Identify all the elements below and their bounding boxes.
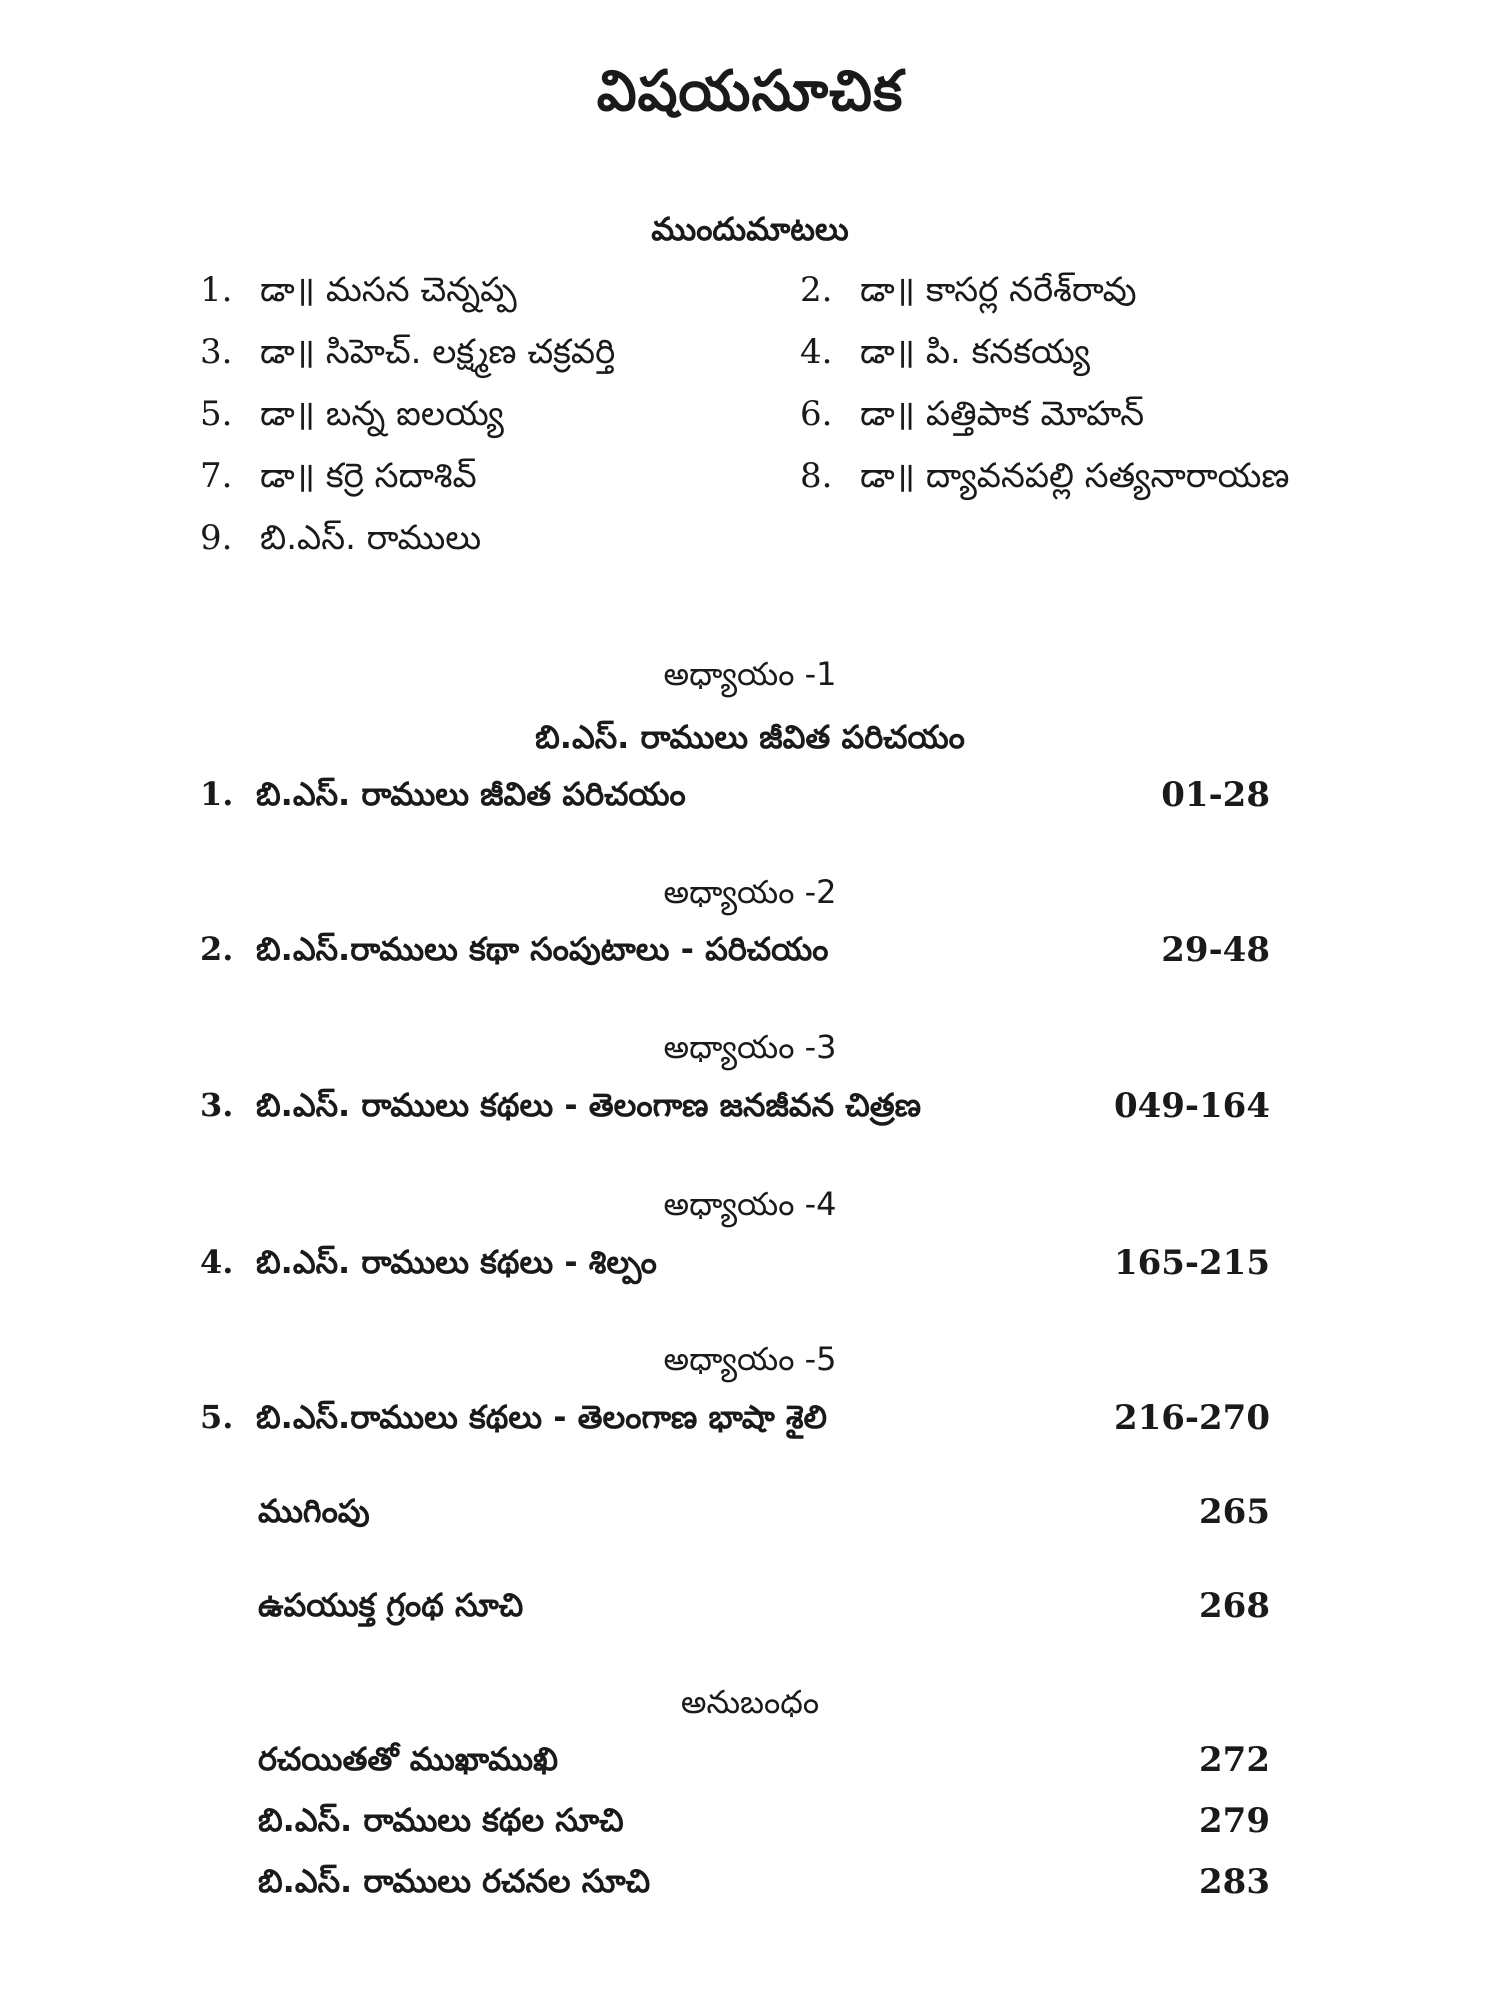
appendix-label: అనుబంధం [680,1683,820,1721]
foreword-num: 7. [200,456,233,496]
foreword-name: డా॥ బన్న ఐలయ్య [260,394,504,434]
chapter-label-4: అధ్యాయం -4 [663,1185,837,1223]
entry-text: రచయితతో ముఖాముఖి [258,1740,559,1778]
foreword-item-6 [800,394,1144,442]
entry-text: బి.ఎస్. రాములు జీవిత పరిచయం [256,775,686,813]
chapter-label-2: అధ్యాయం -2 [663,873,837,911]
entry-pages: 268 [1199,1586,1270,1626]
page-title: విషయసూచిక [596,58,904,124]
foreword-name: డా॥ ద్యావనపల్లి సత్యనారాయణ [860,456,1290,496]
toc-entry-1 [200,775,1270,825]
foreword-item-7 [200,456,477,504]
entry-text: బి.ఎస్. రాములు కథలు - శిల్పం [256,1243,657,1281]
foreword-item-3 [200,332,615,380]
entry-num: 3. [200,1086,234,1124]
entry-text: ముగింపు [258,1492,370,1530]
chapter-label-1: అధ్యాయం -1 [663,655,837,693]
toc-entry-appendix-3 [258,1862,1270,1912]
entry-pages: 165-215 [1113,1243,1270,1283]
entry-num: 2. [200,930,234,968]
toc-entry-3 [200,1086,1270,1136]
foreword-item-8 [800,456,1289,504]
foreword-item-2 [800,270,1137,318]
entry-num: 5. [200,1398,234,1436]
entry-text: ఉపయుక్త గ్రంథ సూచి [258,1586,524,1624]
entry-text: బి.ఎస్.రాములు కథా సంపుటాలు - పరిచయం [256,930,829,968]
chapter-label-5: అధ్యాయం -5 [663,1340,837,1378]
forewords-heading: ముందుమాటలు [651,210,849,248]
foreword-name: డా॥ సిహెచ్. లక్ష్మణ చక్రవర్తి [260,332,616,372]
entry-pages: 049-164 [1113,1086,1270,1126]
toc-entry-5 [200,1398,1270,1448]
toc-entry-conclusion [258,1492,1270,1542]
foreword-name: డా॥ పి. కనకయ్య [860,332,1090,372]
toc-entry-appendix-1 [258,1740,1270,1790]
foreword-num: 5. [200,394,233,434]
foreword-item-5 [200,394,504,442]
foreword-num: 2. [800,270,833,310]
foreword-num: 9. [200,518,233,558]
foreword-item-9 [200,518,481,566]
foreword-name: డా॥ కర్రె సదాశివ్ [260,456,477,496]
foreword-name: బి.ఎస్. రాములు [260,518,482,558]
entry-pages: 216-270 [1113,1398,1270,1438]
entry-num: 1. [200,775,234,813]
foreword-num: 8. [800,456,833,496]
foreword-num: 6. [800,394,833,434]
foreword-name: డా॥ కాసర్ల నరేశ్‌రావు [860,270,1137,310]
foreword-num: 3. [200,332,233,372]
toc-entry-4 [200,1243,1270,1293]
entry-num: 4. [200,1243,234,1281]
foreword-name: డా॥ పత్తిపాక మోహన్ [860,394,1145,434]
entry-pages: 29-48 [1161,930,1270,970]
toc-entry-appendix-2 [258,1801,1270,1851]
chapter-subtitle-1: బి.ఎస్. రాములు జీవిత పరిచయం [535,718,965,756]
entry-pages: 279 [1199,1801,1270,1841]
chapter-label-3: అధ్యాయం -3 [663,1028,837,1066]
toc-entry-2 [200,930,1270,980]
foreword-item-1 [200,270,517,318]
foreword-item-4 [800,332,1090,380]
foreword-name: డా॥ మసన చెన్నప్ప [260,270,517,310]
entry-pages: 265 [1199,1492,1270,1532]
entry-text: బి.ఎస్.రాములు కథలు - తెలంగాణ భాషా శైలి [256,1398,827,1436]
entry-text: బి.ఎస్. రాములు కథలు - తెలంగాణ జనజీవన చిత్రణ [256,1086,922,1124]
entry-pages: 01-28 [1161,775,1270,815]
entry-pages: 283 [1199,1862,1270,1902]
entry-pages: 272 [1199,1740,1270,1780]
foreword-num: 4. [800,332,833,372]
toc-entry-bibliography [258,1586,1270,1636]
foreword-num: 1. [200,270,233,310]
entry-text: బి.ఎస్. రాములు రచనల సూచి [258,1862,651,1900]
entry-text: బి.ఎస్. రాములు కథల సూచి [258,1801,624,1839]
